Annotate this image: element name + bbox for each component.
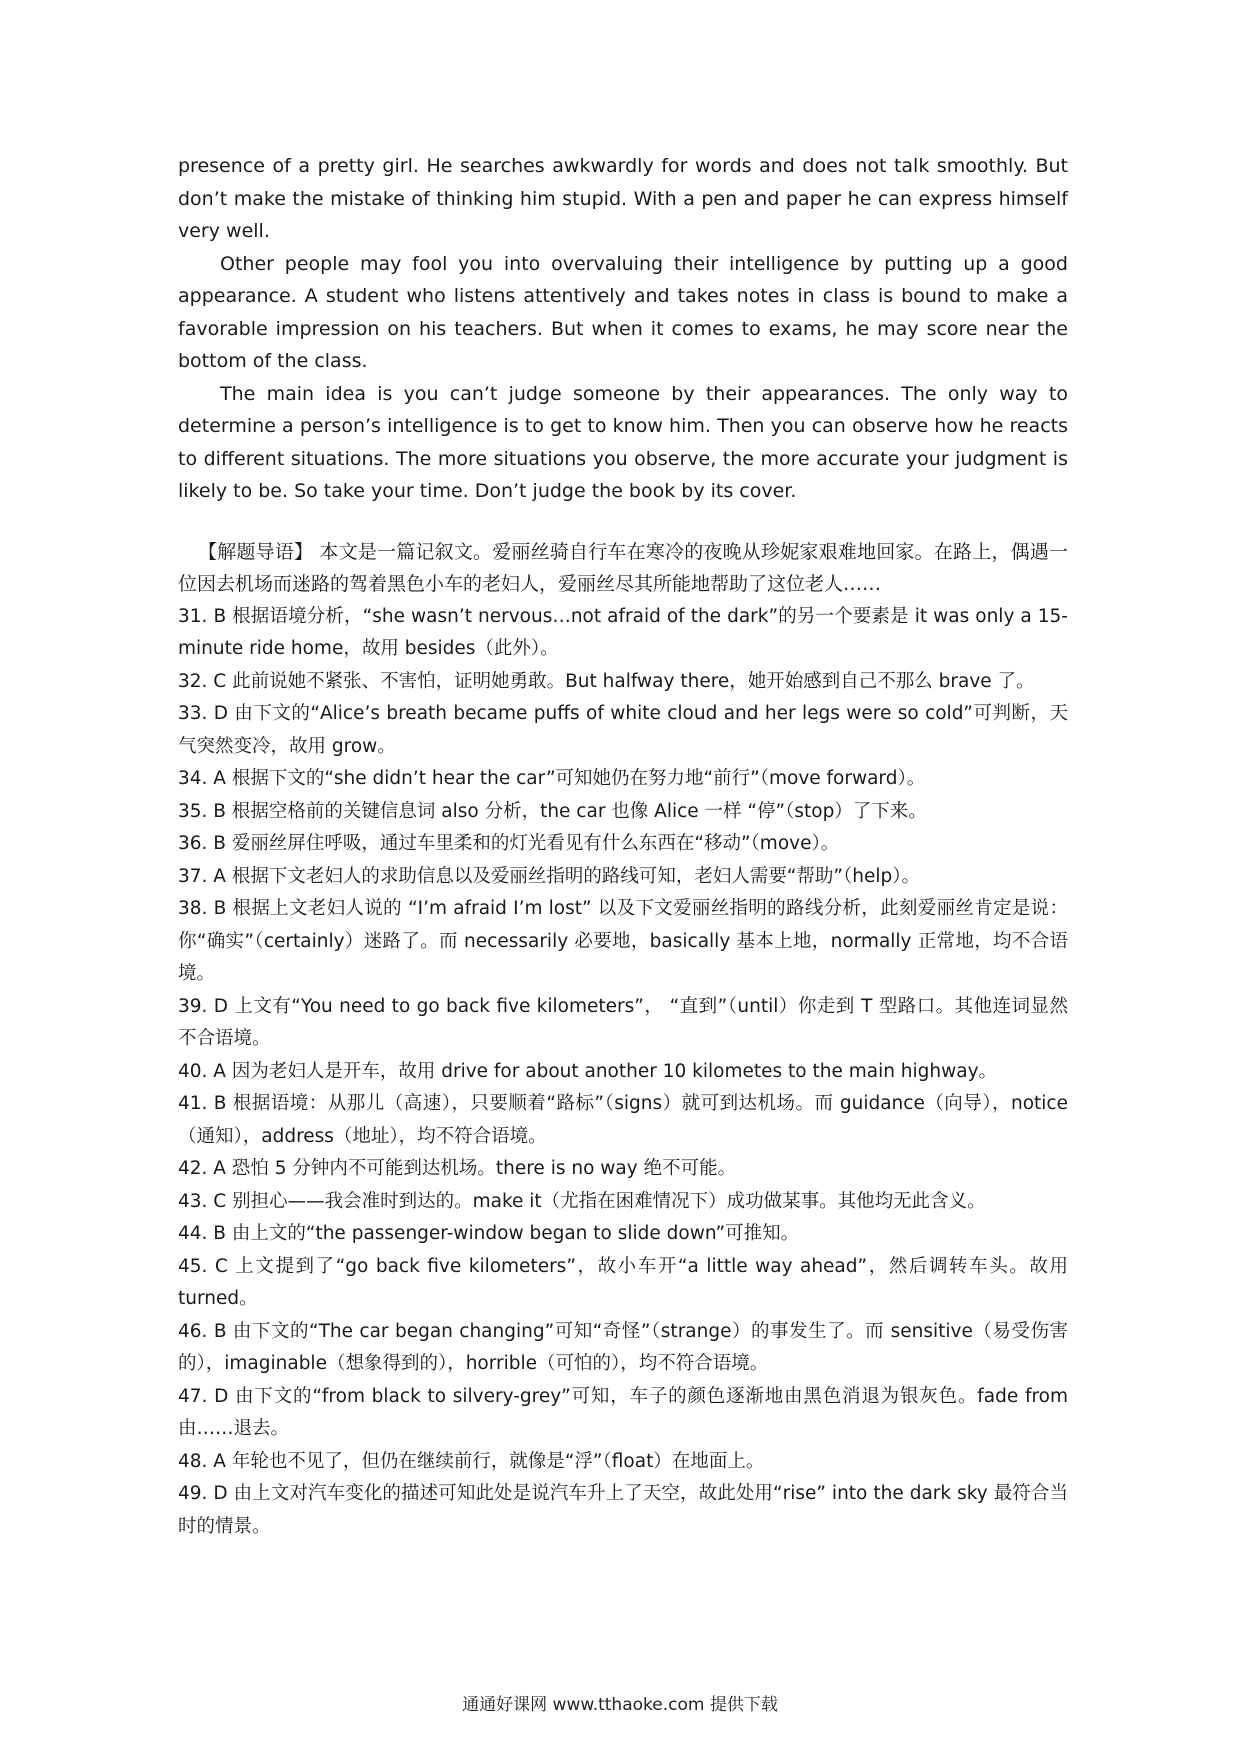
answer-item: 47. D 由下文的“from black to silvery-grey”可知，车子的颜色逐渐地由黑色消退为银灰色。fade from 由……退去。	[178, 1385, 1068, 1439]
answer-item: 41. B 根据语境：从那儿（高速），只要顺着“路标”（signs）就可到达机场。而 guidance（向导），notice（通知），address（地址），均不符合语境。	[178, 1093, 1068, 1147]
answer-item: 46. B 由下文的“The car began changing”可知“奇怪”（strange）的事发生了。而 sensitive（易受伤害的），imaginable（想象得到的），horrible（可怕的），均不符合语境。	[178, 1320, 1068, 1374]
solution-guide: 【解题导语】 本文是一篇记叙文。爱丽丝骑自行车在寒冷的夜晚从珍妮家艰难地回家。在路上，偶遇一位因去机场而迷路的驾着黑色小车的老妇人，爱丽丝尽其所能地帮助了这位老人……	[178, 540, 1068, 595]
answer-item: 36. B 爱丽丝屏住呼吸，通过车里柔和的灯光看见有什么东西在“移动”（move）。	[178, 833, 840, 854]
answer-item: 32. C 此前说她不紧张、不害怕，证明她勇敢。But halfway there，她开始感到自己不那么 brave 了。	[178, 670, 1035, 692]
answer-item: 39. D 上文有“You need to go back five kilometers”， “直到”（until）你走到 T 型路口。其他连词显然不合语境。	[178, 995, 1068, 1049]
answer-item: 34. A 根据下文的“she didn’t hear the car”可知她仍在努力地“前行”（move forward）。	[178, 768, 926, 789]
answer-item: 42. A 恐怕 5 分钟内不可能到达机场。there is no way 绝不可能。	[178, 1158, 737, 1179]
answer-item: 33. D 由下文的“Alice’s breath became puffs of white cloud and her legs were so cold”可判断，天气突然变冷，故用 grow。	[178, 703, 1068, 757]
answer-item: 43. C 别担心——我会准时到达的。make it（尤指在困难情况下）成功做某事。其他均无此含义。	[178, 1190, 986, 1212]
section-gap	[178, 508, 1068, 536]
answer-item: 48. A 年轮也不见了，但仍在继续前行，就像是“浮”（float）在地面上。	[178, 1450, 765, 1472]
page-footer: 通通好课网 www.tthaoke.com 提供下载	[462, 1695, 778, 1715]
answer-item: 44. B 由上文的“the passenger-window began to slide down”可推知。	[178, 1223, 800, 1244]
answer-item: 35. B 根据空格前的关键信息词 also 分析，the car 也像 Alice 一样 “停”（stop）了下来。	[178, 800, 927, 822]
answer-list	[178, 601, 1068, 1544]
answer-item: 38. B 根据上文老妇人说的 “I’m afraid I’m lost” 以及下文爱丽丝指明的路线分析，此刻爱丽丝肯定是说：你“确实”（certainly）迷路了。而 necessarily 必要地，basically 基本上地，normally 正常地，均不合语境。	[178, 898, 1068, 984]
passage-paragraph: Other people may fool you into overvaluing their intelligence by putting up a good appearance. A student who listens attentively and takes notes in class is bound to make a favorable impression on his teachers. But when it comes to exams, he may score near the bottom of the class.	[178, 252, 1068, 372]
answer-item: 31. B 根据语境分析，“she wasn’t nervous…not afraid of the dark”的另一个要素是 it was only a 15-minute ride home，故用 besides（此外）。	[178, 605, 1068, 659]
answer-item: 45. C 上文提到了“go back five kilometers”，故小车开“a little way ahead”，然后调转车头。故用 turned。	[178, 1255, 1068, 1309]
passage-paragraph: presence of a pretty girl. He searches awkwardly for words and does not talk smoothly. But don’t make the mistake of thinking him stupid. With a pen and paper he can express himself very well.	[178, 155, 1068, 242]
answer-item: 40. A 因为老妇人是开车，故用 drive for about another 10 kilometes to the main highway。	[178, 1060, 998, 1082]
passage-paragraph: The main idea is you can’t judge someone by their appearances. The only way to determine a person’s intelligence is to get to know him. Then you can observe how he reacts to different situations. The more situations you observe, the more accurate your judgment is likely to be. So take your time. Don’t judge the book by its cover.	[178, 382, 1068, 502]
answer-item: 37. A 根据下文老妇人的求助信息以及爱丽丝指明的路线可知，老妇人需要“帮助”（help）。	[178, 865, 920, 887]
document-body	[178, 150, 1068, 1543]
answer-item: 49. D 由上文对汽车变化的描述可知此处是说汽车升上了天空，故此处用“rise” into the dark sky 最符合当时的情景。	[178, 1483, 1068, 1537]
